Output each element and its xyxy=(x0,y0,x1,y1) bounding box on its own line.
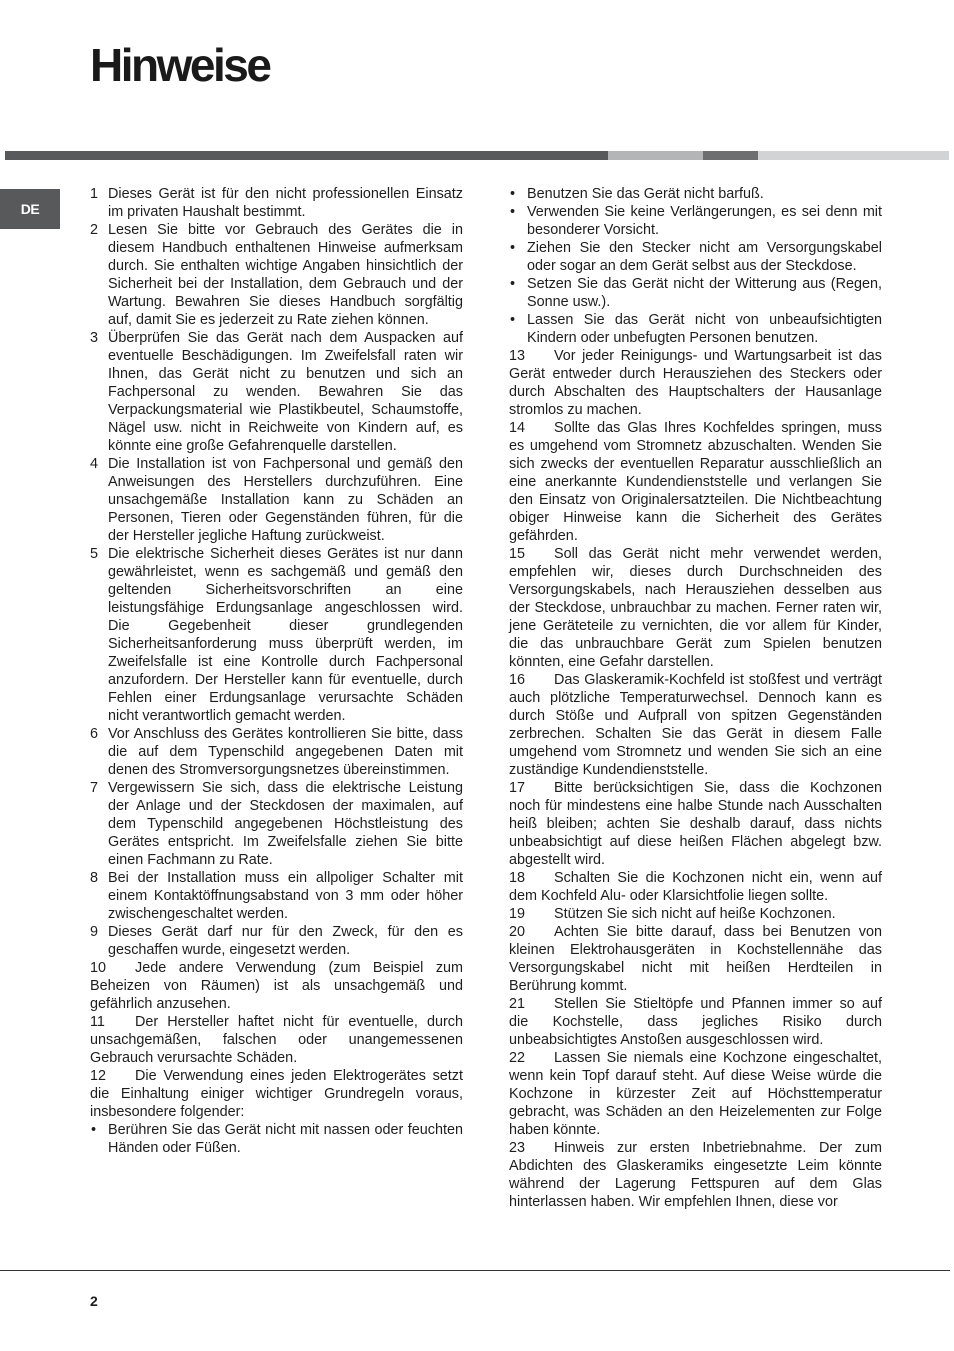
item-text: Setzen Sie das Gerät nicht der Witterung aus (Regen, Sonne usw.). xyxy=(527,276,882,310)
numbered-item xyxy=(509,419,882,545)
numbered-item xyxy=(90,185,463,221)
item-number: 19 xyxy=(509,906,526,922)
item-number: 18 xyxy=(509,870,526,886)
item-text: Das Glaskeramik-Kochfeld ist stoßfest und verträgt auch plötzliche Temperaturwechsel. Dennoch kann es durch Stöße und Aufprall von spitzen Gegenständen zerbrechen. Schalten Sie das Gerät in diesem Falle umgehend vom Stromnetz und wenden Sie sich an eine zuständige Kundendienststelle. xyxy=(509,672,882,778)
bullet-item xyxy=(509,275,882,311)
numbered-item xyxy=(90,1067,463,1121)
numbered-item xyxy=(90,545,463,725)
right-column xyxy=(509,185,882,1211)
item-number: 3 xyxy=(90,330,99,346)
numbered-item xyxy=(509,869,882,905)
bullet-marker: • xyxy=(510,276,516,292)
bullet-item xyxy=(509,203,882,239)
left-column xyxy=(90,185,463,1157)
numbered-item xyxy=(509,1139,882,1211)
numbered-item xyxy=(509,1049,882,1139)
item-text: Vor jeder Reinigungs- und Wartungsarbeit ist das Gerät entweder durch Herausziehen des Steckers oder durch Abschalten des Hauptschalters der Hausanlage stromlos zu machen. xyxy=(509,348,882,418)
item-number: 10 xyxy=(90,960,107,976)
language-tab: DE xyxy=(0,189,60,229)
item-number: 16 xyxy=(509,672,526,688)
item-number: 15 xyxy=(509,546,526,562)
item-text: Der Hersteller haftet nicht für eventuelle, durch unsachgemäßen, falschen oder unangemessenen Gebrauch verursachte Schäden. xyxy=(90,1014,463,1066)
numbered-item xyxy=(509,347,882,419)
item-number: 13 xyxy=(509,348,526,364)
bullet-item xyxy=(509,311,882,347)
item-text: Dieses Gerät ist für den nicht professionellen Einsatz im privaten Haushalt bestimmt. xyxy=(108,186,463,220)
item-text: Stellen Sie Stieltöpfe und Pfannen immer so auf die Kochstelle, dass jegliches Risiko durch unbeabsichtigtes Anstoßen ausgeschlossen wird. xyxy=(509,996,882,1048)
numbered-item xyxy=(509,905,882,923)
item-number: 17 xyxy=(509,780,526,796)
item-text: Benutzen Sie das Gerät nicht barfuß. xyxy=(527,186,764,202)
item-text: Stützen Sie sich nicht auf heiße Kochzonen. xyxy=(554,906,836,922)
item-number: 12 xyxy=(90,1068,107,1084)
bullet-item xyxy=(509,239,882,275)
item-text: Bei der Installation muss ein allpoliger Schalter mit einem Kontaktöffnungsabstand von 3 mm oder höher zwischengeschaltet werden. xyxy=(108,870,463,922)
item-text: Hinweis zur ersten Inbetriebnahme. Der zum Abdichten des Glaskeramiks eingesetzte Leim könnte während der Lagerung Fettspuren auf dem Glas hinterlassen haben. Wir empfehlen Ihnen, diese vor xyxy=(509,1140,882,1210)
header-band-mid xyxy=(703,151,758,160)
footer-rule xyxy=(0,1270,950,1271)
numbered-item xyxy=(90,1013,463,1067)
item-text: Vergewissern Sie sich, dass die elektrische Leistung der Anlage und der Steckdosen der maximalen, auf dem Typenschild angegebenen Höchstleistung des Gerätes entspricht. Im Zweifelsfalle ziehen Sie bitte einen Fachmann zu Rate. xyxy=(108,780,463,868)
numbered-item xyxy=(509,545,882,671)
item-text: Die Installation ist von Fachpersonal und gemäß den Anweisungen des Herstellers durchzuführen. Eine unsachgemäße Installation kann zu Schäden an Personen, Tieren oder Gegenständen führen, für die der Hersteller jegliche Haftung zurückweist. xyxy=(108,456,463,544)
item-text: Die elektrische Sicherheit dieses Gerätes ist nur dann gewährleistet, wenn es sachgemäß und gemäß den geltenden Sicherheitsvorschriften an eine leistungsfähige Erdungsanlage angeschlossen wird. Die Gegebenheit dieser grundlegenden Sicherheitsanforderung muss überprüft werden, im Zweifelsfalle ist eine Kontrolle durch Fachpersonal anzufordern. Der Hersteller kann für eventuelle, durch Fehlen einer Erdungsanlage verursachte Schäden nicht verantwortlich gemacht werden. xyxy=(108,546,463,724)
numbered-item xyxy=(90,725,463,779)
item-text: Lesen Sie bitte vor Gebrauch des Gerätes die in diesem Handbuch enthaltenen Hinweise aufmerksam durch. Sie enthalten wichtige Angaben hinsichtlich der Sicherheit bei der Installation, dem Gebrauch und der Wartung. Bewahren Sie dieses Handbuch sorgfältig auf, damit Sie es jederzeit zu Rate ziehen können. xyxy=(108,222,463,328)
header-band-dark xyxy=(5,151,608,160)
item-text: Berühren Sie das Gerät nicht mit nassen oder feuchten Händen oder Füßen. xyxy=(108,1122,463,1156)
page-title: Hinweise xyxy=(90,39,270,91)
item-text: Sollte das Glas Ihres Kochfeldes springen, muss es umgehend vom Stromnetz abzuschalten. Wenden Sie sich zwecks der eventuellen Reparatur ausschließlich an eine anerkannte Kundendienststelle und verlangen Sie den Einsatz von Originalersatzteilen. Die Nichtbeachtung obiger Hinweise kann die Sicherheit des Gerätes gefährden. xyxy=(509,420,882,544)
item-text: Bitte berücksichtigen Sie, dass die Kochzonen noch für mindestens eine halbe Stunde nach Ausschalten heiß bleiben; achten Sie deshalb darauf, dass nichts unbeabsichtigt auf diese heißen Flächen abgelegt bzw. abgestellt wird. xyxy=(509,780,882,868)
item-text: Lassen Sie das Gerät nicht von unbeaufsichtigten Kindern oder unbefugten Personen benutzen. xyxy=(527,312,882,346)
item-text: Verwenden Sie keine Verlängerungen, es sei denn mit besonderer Vorsicht. xyxy=(527,204,882,238)
item-text: Lassen Sie niemals eine Kochzone eingeschaltet, wenn kein Topf darauf steht. Auf diese Weise würde die Kochzone in kürzester Zeit auf Höchsttemperatur gebracht, was Schäden an den Heizelementen zur Folge haben könnte. xyxy=(509,1050,882,1138)
item-text: Achten Sie bitte darauf, dass bei Benutzen von kleinen Elektrohausgeräten in Kochstellennähe das Versorgungskabel nicht mit heißen Herdteilen in Berührung kommt. xyxy=(509,924,882,994)
bullet-marker: • xyxy=(510,312,516,328)
item-number: 21 xyxy=(509,996,526,1012)
item-number: 7 xyxy=(90,780,99,796)
numbered-item xyxy=(90,869,463,923)
item-text: Schalten Sie die Kochzonen nicht ein, wenn auf dem Kochfeld Alu- oder Klarsichtfolie liegen sollte. xyxy=(509,870,882,904)
item-text: Ziehen Sie den Stecker nicht am Versorgungskabel oder sogar an dem Gerät selbst aus der Steckdose. xyxy=(527,240,882,274)
numbered-item xyxy=(90,923,463,959)
item-text: Die Verwendung eines jeden Elektrogerätes setzt die Einhaltung einiger wichtiger Grundregeln voraus, insbesondere folgender: xyxy=(90,1068,463,1120)
page-number: 2 xyxy=(90,1293,98,1309)
item-text: Vor Anschluss des Gerätes kontrollieren Sie bitte, dass die auf dem Typenschild angegebenen Daten mit denen des Stromversorgungsnetzes übereinstimmen. xyxy=(108,726,463,778)
bullet-item xyxy=(90,1121,463,1157)
header-band-light xyxy=(608,151,703,160)
item-number: 23 xyxy=(509,1140,526,1156)
item-number: 14 xyxy=(509,420,526,436)
numbered-item xyxy=(90,779,463,869)
item-number: 4 xyxy=(90,456,99,472)
bullet-item xyxy=(509,185,882,203)
item-number: 22 xyxy=(509,1050,526,1066)
item-number: 8 xyxy=(90,870,99,886)
item-number: 20 xyxy=(509,924,526,940)
numbered-item xyxy=(90,329,463,455)
item-number: 9 xyxy=(90,924,99,940)
bullet-marker: • xyxy=(510,186,516,202)
item-text: Soll das Gerät nicht mehr verwendet werden, empfehlen wir, dieses durch Durchschneiden des Versorgungskabels, nach Herausziehen desselben aus der Steckdose, unbrauchbar zu machen. Ferner raten wir, jene Geräteteile zu vernichten, die vor allem für Kinder, die das unbrauchbare Gerät zum Spielen benutzen könnten, eine Gefahr darstellen. xyxy=(509,546,882,670)
numbered-item xyxy=(509,779,882,869)
header-band-pale xyxy=(758,151,949,160)
item-number: 1 xyxy=(90,186,99,202)
item-number: 11 xyxy=(90,1014,105,1030)
numbered-item xyxy=(509,923,882,995)
item-text: Jede andere Verwendung (zum Beispiel zum Beheizen von Räumen) ist als unsachgemäß und gefährlich anzusehen. xyxy=(90,960,463,1012)
numbered-item xyxy=(90,221,463,329)
numbered-item xyxy=(509,671,882,779)
item-number: 6 xyxy=(90,726,99,742)
numbered-item xyxy=(90,455,463,545)
numbered-item xyxy=(90,959,463,1013)
item-number: 2 xyxy=(90,222,99,238)
item-text: Dieses Gerät darf nur für den Zweck, für den es geschaffen wurde, eingesetzt werden. xyxy=(108,924,463,958)
item-text: Überprüfen Sie das Gerät nach dem Auspacken auf eventuelle Beschädigungen. Im Zweifelsfall raten wir Ihnen, das Gerät nicht zu benutzen und sich an Fachpersonal zu wenden. Bewahren Sie das Verpackungsmaterial wie Plastikbeutel, Schaumstoffe, Nägel usw. nicht in Reichweite von Kindern auf, es könnte eine große Gefahrenquelle darstellen. xyxy=(108,330,463,454)
numbered-item xyxy=(509,995,882,1049)
bullet-marker: • xyxy=(510,240,516,256)
bullet-marker: • xyxy=(510,204,516,220)
item-number: 5 xyxy=(90,546,99,562)
bullet-marker: • xyxy=(91,1122,97,1138)
